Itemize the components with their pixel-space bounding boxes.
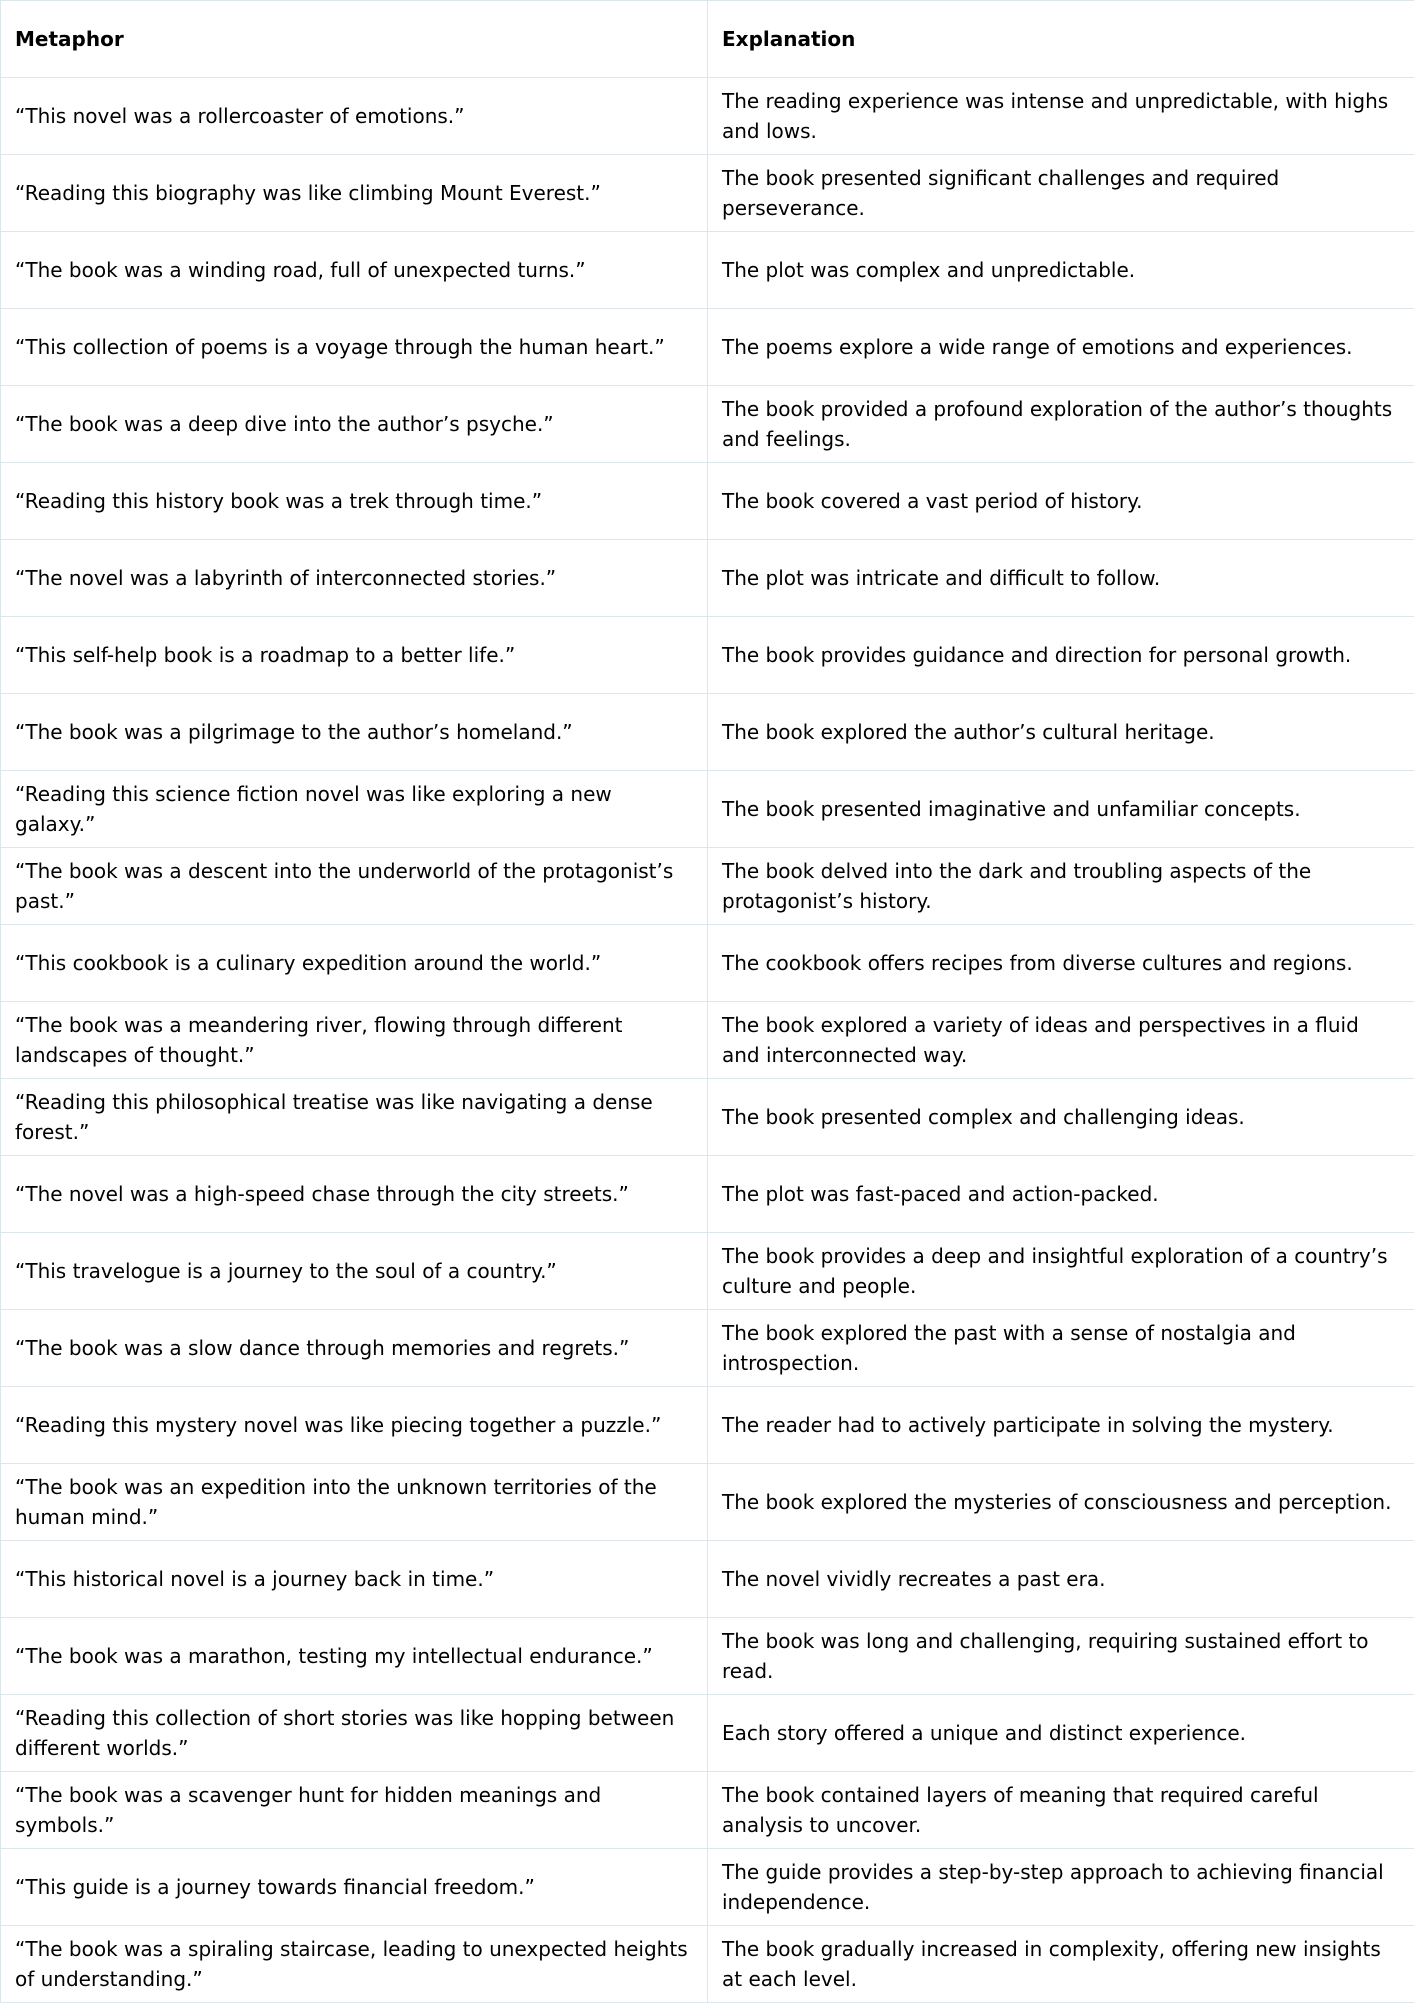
metaphor-cell: “Reading this biography was like climbing Mount Everest.” [1, 155, 708, 232]
explanation-cell: The book provides guidance and direction for personal growth. [708, 617, 1414, 694]
table-row [1, 1618, 1414, 1695]
explanation-cell: The book gradually increased in complexity, offering new insights at each level. [708, 1926, 1414, 2003]
table-row [1, 463, 1414, 540]
metaphor-cell: “This self-help book is a roadmap to a better life.” [1, 617, 708, 694]
table-row [1, 1541, 1414, 1618]
explanation-cell: The book explored a variety of ideas and perspectives in a fluid and interconnected way. [708, 1002, 1414, 1079]
table-row [1, 1772, 1414, 1849]
table-row [1, 1156, 1414, 1233]
table-row [1, 1926, 1414, 2003]
explanation-cell: The book covered a vast period of history. [708, 463, 1414, 540]
table-row [1, 1849, 1414, 1926]
metaphor-cell: “The book was a meandering river, flowing through different landscapes of thought.” [1, 1002, 708, 1079]
metaphor-cell: “Reading this science fiction novel was like exploring a new galaxy.” [1, 771, 708, 848]
header-metaphor: Metaphor [1, 1, 708, 78]
metaphor-cell: “This novel was a rollercoaster of emotions.” [1, 78, 708, 155]
table-row [1, 1310, 1414, 1387]
explanation-cell: The reader had to actively participate in solving the mystery. [708, 1387, 1414, 1464]
table-row [1, 309, 1414, 386]
metaphor-cell: “Reading this collection of short stories was like hopping between different worlds.” [1, 1695, 708, 1772]
header-row [1, 1, 1414, 78]
metaphor-cell: “This collection of poems is a voyage through the human heart.” [1, 309, 708, 386]
metaphor-cell: “The book was a slow dance through memories and regrets.” [1, 1310, 708, 1387]
metaphor-cell: “The book was a deep dive into the author’s psyche.” [1, 386, 708, 463]
table-row [1, 617, 1414, 694]
metaphor-cell: “The book was a scavenger hunt for hidden meanings and symbols.” [1, 1772, 708, 1849]
metaphor-cell: “The book was a pilgrimage to the author’s homeland.” [1, 694, 708, 771]
metaphor-cell: “This historical novel is a journey back in time.” [1, 1541, 708, 1618]
table-row [1, 232, 1414, 309]
explanation-cell: The book presented imaginative and unfamiliar concepts. [708, 771, 1414, 848]
table-row [1, 1387, 1414, 1464]
explanation-cell: The book provides a deep and insightful exploration of a country’s culture and people. [708, 1233, 1414, 1310]
explanation-cell: Each story offered a unique and distinct experience. [708, 1695, 1414, 1772]
table-row [1, 1695, 1414, 1772]
explanation-cell: The book was long and challenging, requiring sustained effort to read. [708, 1618, 1414, 1695]
metaphor-cell: “The book was a spiraling staircase, leading to unexpected heights of understanding.” [1, 1926, 708, 2003]
explanation-cell: The book delved into the dark and troubling aspects of the protagonist’s history. [708, 848, 1414, 925]
metaphor-cell: “Reading this philosophical treatise was like navigating a dense forest.” [1, 1079, 708, 1156]
table-row [1, 155, 1414, 232]
explanation-cell: The book provided a profound exploration of the author’s thoughts and feelings. [708, 386, 1414, 463]
table-row [1, 540, 1414, 617]
metaphor-cell: “The novel was a high-speed chase through the city streets.” [1, 1156, 708, 1233]
explanation-cell: The cookbook offers recipes from diverse cultures and regions. [708, 925, 1414, 1002]
explanation-cell: The book explored the mysteries of consciousness and perception. [708, 1464, 1414, 1541]
metaphor-cell: “The novel was a labyrinth of interconnected stories.” [1, 540, 708, 617]
table-row [1, 771, 1414, 848]
explanation-cell: The book contained layers of meaning that required careful analysis to uncover. [708, 1772, 1414, 1849]
explanation-cell: The book explored the past with a sense of nostalgia and introspection. [708, 1310, 1414, 1387]
table-row [1, 925, 1414, 1002]
header-explanation: Explanation [708, 1, 1414, 78]
metaphor-cell: “This cookbook is a culinary expedition around the world.” [1, 925, 708, 1002]
table-row [1, 78, 1414, 155]
table-row [1, 1233, 1414, 1310]
explanation-cell: The book presented complex and challenging ideas. [708, 1079, 1414, 1156]
table-row [1, 1079, 1414, 1156]
metaphor-cell: “Reading this history book was a trek through time.” [1, 463, 708, 540]
metaphor-cell: “The book was a marathon, testing my intellectual endurance.” [1, 1618, 708, 1695]
explanation-cell: The plot was fast-paced and action-packed. [708, 1156, 1414, 1233]
explanation-cell: The book explored the author’s cultural heritage. [708, 694, 1414, 771]
explanation-cell: The guide provides a step-by-step approach to achieving financial independence. [708, 1849, 1414, 1926]
explanation-cell: The plot was intricate and difficult to follow. [708, 540, 1414, 617]
explanation-cell: The poems explore a wide range of emotions and experiences. [708, 309, 1414, 386]
table-row [1, 1002, 1414, 1079]
metaphor-cell: “The book was a descent into the underworld of the protagonist’s past.” [1, 848, 708, 925]
table-row [1, 1464, 1414, 1541]
explanation-cell: The reading experience was intense and unpredictable, with highs and lows. [708, 78, 1414, 155]
metaphor-cell: “Reading this mystery novel was like piecing together a puzzle.” [1, 1387, 708, 1464]
table-row [1, 694, 1414, 771]
metaphor-cell: “The book was a winding road, full of unexpected turns.” [1, 232, 708, 309]
table-body [1, 78, 1414, 2003]
explanation-cell: The plot was complex and unpredictable. [708, 232, 1414, 309]
metaphor-cell: “This guide is a journey towards financial freedom.” [1, 1849, 708, 1926]
explanation-cell: The book presented significant challenges and required perseverance. [708, 155, 1414, 232]
metaphor-cell: “The book was an expedition into the unknown territories of the human mind.” [1, 1464, 708, 1541]
table-row [1, 386, 1414, 463]
explanation-cell: The novel vividly recreates a past era. [708, 1541, 1414, 1618]
metaphor-cell: “This travelogue is a journey to the soul of a country.” [1, 1233, 708, 1310]
table-row [1, 848, 1414, 925]
